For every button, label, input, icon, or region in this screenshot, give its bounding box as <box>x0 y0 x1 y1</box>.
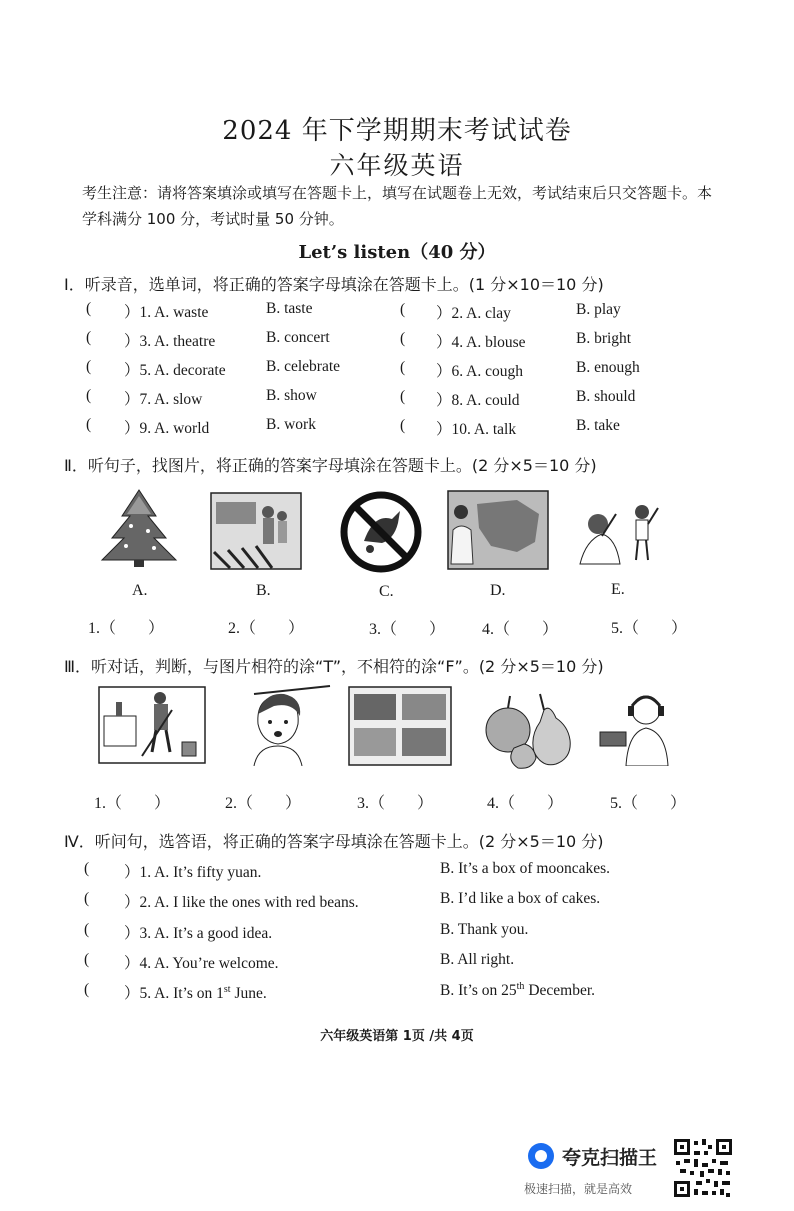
option-a: ）6. A. cough <box>436 363 523 380</box>
paren: ( <box>86 329 92 346</box>
option-a: ）9. A. world <box>124 420 210 437</box>
option-b: B. taste <box>266 300 313 317</box>
option-a <box>124 981 267 1003</box>
option-b: B. play <box>576 301 621 318</box>
section3-heading: Ⅲ．听对话，判断，与图片相符的涂“T”，不相符的涂“F”。(2 分×5＝10 分) <box>64 657 604 676</box>
ordinal-suffix: th <box>516 981 525 992</box>
option-a-text: ）5. A. It’s on 1 <box>124 985 224 1002</box>
paren: ( <box>84 890 90 907</box>
picture-label: E. <box>611 581 625 598</box>
paren: ( <box>84 951 90 968</box>
qr-code-icon <box>672 1137 734 1199</box>
exam-subtitle: 六年级英语 <box>329 151 465 180</box>
option-b-text: December. <box>524 982 596 1000</box>
paren: ( <box>84 921 90 938</box>
picture-label: D. <box>490 582 506 599</box>
ordinal-suffix: st <box>223 983 231 995</box>
exam-title: 2024 年下学期期末考试试卷 <box>222 116 572 146</box>
paren: ( <box>400 417 406 434</box>
option-b: B. should <box>576 388 636 405</box>
paren: ( <box>86 300 92 317</box>
paren: ( <box>400 330 406 347</box>
option-a: ）4. A. blouse <box>436 334 526 351</box>
boy-headphones-image <box>596 686 676 766</box>
option-a: ）1. A. waste <box>124 304 209 321</box>
paren: ( <box>84 860 90 877</box>
scanner-brand: 夸克扫描王 <box>562 1147 658 1169</box>
picture-label: C. <box>379 583 394 600</box>
answer-blank[interactable]: 4.（ ） <box>487 795 564 812</box>
answer-blank[interactable]: 3.（ ） <box>369 621 446 638</box>
answer-blank[interactable]: 2.（ ） <box>228 620 305 637</box>
answer-blank[interactable]: 2.（ ） <box>225 795 302 812</box>
street-scene-image <box>210 492 302 570</box>
man-mopping-image <box>98 686 206 764</box>
paren: ( <box>86 358 92 375</box>
listen-section-title: Let’s listen（40 分） <box>298 242 496 263</box>
exam-notice: 考生注意：请将答案填涂或填写在答题卡上，填写在试题卷上无效，考试结束后只交答题卡。本学科满分 100 分，考试时量 50 分钟。 <box>82 184 713 228</box>
option-a-text: June. <box>230 985 267 1002</box>
weather-report-image <box>447 490 549 570</box>
option-b: B. celebrate <box>266 358 341 375</box>
travel-photos-image <box>348 686 452 766</box>
picture-label: B. <box>256 582 271 599</box>
option-b <box>440 981 595 1000</box>
option-a: ）2. A. I like the ones with red beans. <box>124 894 359 911</box>
fruit-image <box>480 684 576 770</box>
option-a: ）1. A. It’s fifty yuan. <box>124 864 262 881</box>
paren: ( <box>86 387 92 404</box>
no-kangaroo-sign-image <box>334 491 428 573</box>
option-a: ）10. A. talk <box>436 421 517 438</box>
option-a: ）3. A. theatre <box>124 333 216 350</box>
answer-blank[interactable]: 5.（ ） <box>611 620 688 637</box>
girl-waving-image <box>576 494 662 568</box>
paren: ( <box>400 388 406 405</box>
paren: ( <box>400 301 406 318</box>
section1-heading: Ⅰ．听录音，选单词，将正确的答案字母填涂在答题卡上。(1 分×10＝10 分) <box>64 275 604 294</box>
option-b: B. All right. <box>440 951 515 968</box>
option-a: ）4. A. You’re welcome. <box>124 955 279 972</box>
option-b: B. enough <box>576 359 640 376</box>
picture-label: A. <box>132 582 148 599</box>
option-a: ）5. A. decorate <box>124 362 226 379</box>
option-b: B. Thank you. <box>440 921 529 938</box>
answer-blank[interactable]: 3.（ ） <box>357 795 434 812</box>
section4-heading: Ⅳ．听问句，选答语，将正确的答案字母填涂在答题卡上。(2 分×5＝10 分) <box>64 832 604 851</box>
option-b: B. I’d like a box of cakes. <box>440 890 601 907</box>
page-footer: 六年级英语第 1页 /共 4页 <box>320 1029 474 1044</box>
scanner-slogan: 极速扫描，就是高效 <box>524 1182 633 1196</box>
option-b: B. bright <box>576 330 632 347</box>
paren: ( <box>86 416 92 433</box>
option-a: ）8. A. could <box>436 392 520 409</box>
sick-girl-image <box>234 684 332 766</box>
paren: ( <box>400 359 406 376</box>
option-b-text: B. It’s on 25 <box>440 982 517 1000</box>
answer-blank[interactable]: 5.（ ） <box>610 795 687 812</box>
paren: ( <box>84 981 90 998</box>
option-b: B. work <box>266 416 316 433</box>
option-b: B. take <box>576 417 620 434</box>
option-a: ）7. A. slow <box>124 391 203 408</box>
option-b: B. show <box>266 387 317 404</box>
option-b: B. It’s a box of mooncakes. <box>440 860 611 877</box>
option-a: ）2. A. clay <box>436 305 511 322</box>
answer-blank[interactable]: 1.（ ） <box>94 795 171 812</box>
answer-blank[interactable]: 1.（ ） <box>88 620 165 637</box>
answer-blank[interactable]: 4.（ ） <box>482 621 559 638</box>
section2-heading: Ⅱ．听句子，找图片，将正确的答案字母填涂在答题卡上。(2 分×5＝10 分) <box>64 456 597 475</box>
quark-logo-icon <box>528 1143 554 1169</box>
option-a: ）3. A. It’s a good idea. <box>124 925 273 942</box>
option-b: B. concert <box>266 329 330 346</box>
christmas-tree-image <box>96 486 182 568</box>
